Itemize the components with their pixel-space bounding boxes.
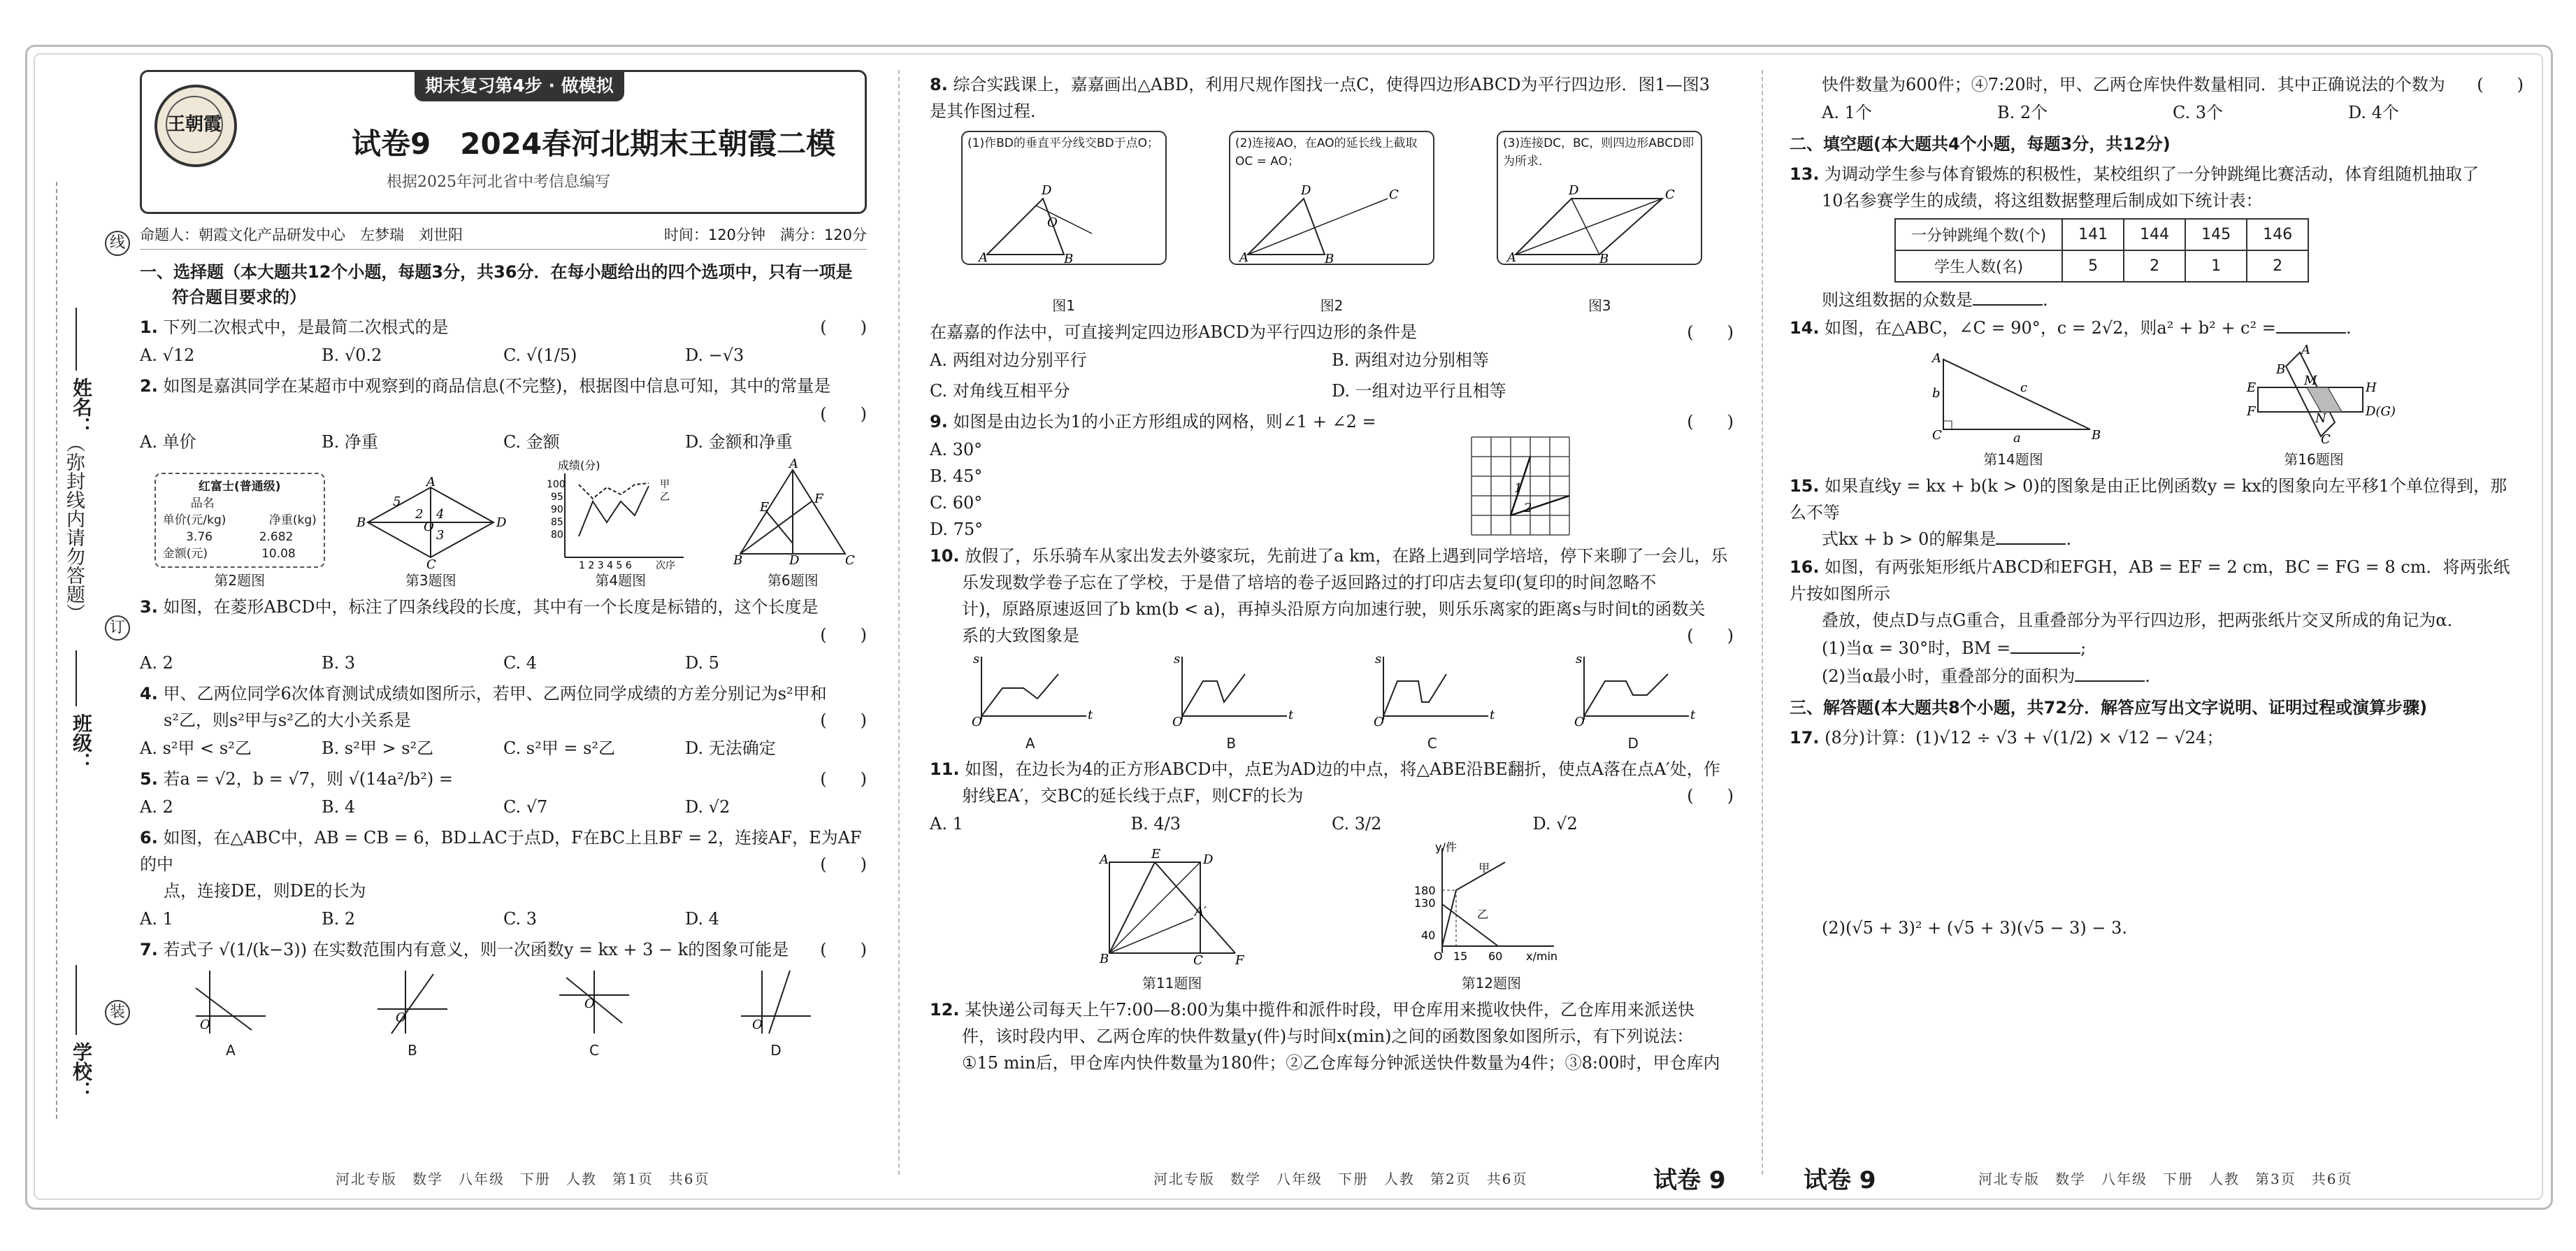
- svg-text:F: F: [814, 492, 823, 506]
- options-8a: A. 两组对边分别平行 B. 两组对边分别相等: [930, 350, 1489, 370]
- answer-paren[interactable]: ( ): [820, 710, 867, 730]
- svg-text:C: C: [1665, 187, 1676, 202]
- svg-text:B: B: [1099, 952, 1109, 966]
- q13-stats-table: [1894, 218, 2309, 283]
- options-12: A. 1个 B. 2个 C. 3个 D. 4个: [1822, 103, 2399, 122]
- page-3-column: [1790, 70, 2524, 943]
- svg-text:130: 130: [1414, 896, 1436, 910]
- paper-tag: 试卷 9: [1804, 1166, 1876, 1194]
- svg-text:A: A: [2301, 343, 2310, 357]
- school-field-line[interactable]: [75, 965, 77, 1035]
- svg-text:t: t: [1288, 708, 1294, 722]
- svg-text:100: 100: [546, 479, 566, 490]
- svg-text:C: C: [2321, 432, 2331, 447]
- svg-text:90: 90: [550, 504, 563, 515]
- answer-paren[interactable]: ( ): [1687, 412, 1734, 431]
- graph-10d: O t s D: [1574, 652, 1696, 752]
- answer-blank[interactable]: [2276, 332, 2346, 334]
- table-row: 学生人数(名) 5 2 1 2: [1895, 250, 2308, 282]
- question-16: 16. 如图，有两张矩形纸片ABCD和EFGH，AB = EF = 2 cm，BC = FG = 8 cm．将两张纸片按如图所示 叠放，使点D与点G重合，且重叠部分为平行四边形，把两张纸片交叉所成的角记为α．: [1790, 557, 2510, 630]
- page-1-column: [140, 70, 867, 1063]
- page-footer: 河北专版 数学 八年级 下册 人教 第3页 共6页: [1978, 1171, 2353, 1187]
- question-1: 1. 下列二次根式中，是最简二次根式的是 ( ): [140, 314, 867, 341]
- svg-text:B: B: [1599, 252, 1609, 266]
- q12-function-graph: [1414, 841, 1568, 967]
- triangle-diagram: [733, 457, 856, 568]
- seal-note: （弥封线内请勿答题）: [63, 434, 85, 622]
- svg-text:H: H: [2366, 380, 2377, 395]
- graph-option-a: O A: [189, 967, 273, 1059]
- fig-q16: B A E F H D(G) M N C 第16题图: [2247, 343, 2396, 468]
- figures-11-12: [930, 841, 1734, 992]
- svg-text:O: O: [1434, 950, 1443, 963]
- svg-text:B: B: [1063, 252, 1073, 266]
- svg-text:C: C: [1932, 428, 1942, 443]
- svg-text:D(G): D(G): [2366, 404, 2396, 419]
- svg-text:1: 1: [1514, 481, 1523, 496]
- svg-text:3: 3: [436, 528, 445, 543]
- exam-subnote: 根据2025年河北省中考信息编写: [387, 173, 610, 191]
- q12-continued: 快件数量为600件；④7:20时，甲、乙两仓库快件数量相同．其中正确说法的个数为 ( ): [1790, 71, 2524, 98]
- graph-option-c: O C: [552, 967, 636, 1059]
- svg-text:O: O: [1574, 715, 1585, 729]
- fig-q4: 成绩(分) 100 95 90 85 80 甲 乙 1 2 3 4 5 6 次序 第4题图: [537, 459, 705, 589]
- svg-text:乙: 乙: [659, 492, 670, 503]
- svg-text:A: A: [1507, 250, 1517, 265]
- options-5: A. 2 B. 4 C. √7 D. √2: [140, 797, 731, 817]
- answer-blank[interactable]: [1973, 304, 2043, 306]
- question-4: 4. 甲、乙两位同学6次体育测试成绩如图所示，若甲、乙两位同学成绩的方差分别记为s²甲和 s²乙，则s²甲与s²乙的大小关系是 ( ): [140, 680, 867, 734]
- svg-text:5: 5: [393, 494, 401, 509]
- svg-text:t: t: [1087, 708, 1093, 722]
- svg-text:成绩(分): 成绩(分): [557, 459, 600, 472]
- question-11: 11. 如图，在边长为4的正方形ABCD中，点E为AD边的中点，将△ABE沿BE翻折，使点A落在点A′处，作 射线EA′，交BC的延长线于点F，则CF的长为 ( ): [930, 756, 1734, 809]
- question-13: 13. 为调动学生参与体育锻炼的积极性，某校组织了一分钟跳绳比赛活动，体育组随机抽取了 10名参赛学生的成绩，将这组数据整理后制成如下统计表：: [1790, 164, 2480, 210]
- svg-text:A: A: [789, 457, 799, 471]
- section-2-heading: 二、填空题(本大题共4个小题，每题3分，共12分): [1790, 134, 2171, 154]
- svg-text:次序: 次序: [655, 560, 675, 571]
- logo-text: 王朝霞: [166, 96, 223, 153]
- svg-text:C: C: [1388, 187, 1399, 202]
- svg-text:E: E: [1151, 847, 1160, 862]
- question-10: 10. 放假了，乐乐骑车从家出发去外婆家玩，先前进了a km，在路上遇到同学培培，停下来聊了一会儿，乐 乐发现数学卷子忘在了学校，于是借了培培的卷子返回路过的打印店去复印(复印的时间忽略不 计)，原路原速返回了b km(b < a)，再掉头沿原方向加速行驶，则乐乐离家的距离s与时间t的函数关 系的大致图象是 ( ): [930, 543, 1734, 649]
- svg-text:t: t: [1489, 708, 1495, 722]
- svg-text:B: B: [2276, 362, 2286, 377]
- score-line-chart: [537, 459, 705, 571]
- question-6: 6. 如图，在△ABC中，AB = CB = 6，BD⊥AC于点D，F在BC上且BF = 2，连接AF，E为AF的中 点，连接DE，则DE的长为 ( ): [140, 828, 867, 901]
- options-7-graphs: [140, 967, 867, 1059]
- binding-line: [56, 182, 57, 1119]
- svg-text:D: D: [1569, 183, 1579, 198]
- question-15: 15. 如果直线y = kx + b(k > 0)的图象是由正比例函数y = kx的图象向左平移1个单位得到，那么不等 式kx + b > 0的解集是 .: [1790, 476, 2507, 549]
- svg-text:A: A: [1099, 852, 1109, 867]
- svg-text:A: A: [1932, 351, 1941, 366]
- grid-figure-q9: [1468, 434, 1573, 538]
- answer-space[interactable]: [1790, 752, 2524, 913]
- svg-text:2: 2: [415, 507, 424, 522]
- figures-14-16: [1790, 345, 2524, 469]
- options-10-graphs: [930, 653, 1734, 752]
- svg-text:M: M: [2304, 373, 2317, 388]
- svg-text:60: 60: [1488, 950, 1503, 963]
- svg-text:4: 4: [436, 507, 445, 522]
- question-9: 9. 如图是由边长为1的小正方形组成的网格，则∠1 + ∠2 = ( ): [930, 408, 1734, 435]
- exam-meta: [140, 224, 867, 250]
- svg-text:D: D: [1300, 183, 1311, 198]
- answer-paren[interactable]: ( ): [820, 940, 867, 959]
- exam-header: [140, 70, 867, 214]
- svg-text:85: 85: [550, 517, 563, 528]
- answer-blank[interactable]: [1996, 543, 2066, 545]
- options-11: A. 1 B. 4/3 C. 3/2 D. √2: [930, 814, 1578, 834]
- q8-ask: 在嘉嘉的作法中，可直接判定四边形ABCD为平行四边形的条件是 ( ): [930, 319, 1734, 345]
- svg-text:b: b: [1932, 386, 1941, 401]
- question-9-block: [930, 408, 1734, 541]
- options-8b: C. 对角线互相平分 D. 一组对边平行且相等: [930, 381, 1506, 401]
- answer-paren[interactable]: ( ): [820, 855, 867, 874]
- publisher-logo: [154, 85, 237, 167]
- svg-text:s: s: [1576, 652, 1583, 666]
- options-4: A. s²甲 < s²乙 B. s²甲 > s²乙 C. s²甲 = s²乙 D. 无法确定: [140, 738, 776, 758]
- answer-paren[interactable]: ( ): [1687, 786, 1734, 806]
- svg-text:2: 2: [1524, 501, 1532, 515]
- svg-text:180: 180: [1414, 884, 1436, 897]
- figure-row-q2-q6: [140, 459, 867, 589]
- svg-text:甲: 甲: [659, 479, 670, 490]
- svg-text:s: s: [1374, 652, 1381, 666]
- table-row: 一分钟跳绳个数(个) 141 144 145 146: [1895, 219, 2308, 250]
- svg-text:s: s: [1174, 652, 1181, 666]
- svg-text:O: O: [1373, 715, 1384, 729]
- options-1: A. √12 B. √0.2 C. √(1/5) D. −√3: [140, 345, 744, 365]
- fig-q3: A B C D 5 2 4 3 O 第3题图: [354, 480, 508, 589]
- answer-paren[interactable]: ( ): [1687, 322, 1734, 342]
- svg-text:A: A: [426, 475, 436, 489]
- options-9: A. 30° B. 45° C. 60° D. 75°: [930, 440, 984, 539]
- time-score: 时间：120分钟 满分：120分: [663, 227, 867, 243]
- answer-paren[interactable]: ( ): [1687, 626, 1734, 645]
- section-heading: 一、选择题（本大题共12个小题，每题3分，共36分．在每小题给出的四个选项中，只有一项是 符合题目要求的）: [140, 262, 853, 307]
- fig-q6: A B C D E F 第6题图: [733, 457, 856, 589]
- answer-paren[interactable]: ( ): [820, 625, 867, 645]
- svg-text:B: B: [733, 553, 743, 568]
- svg-text:B: B: [1324, 252, 1334, 266]
- svg-text:40: 40: [1421, 929, 1436, 942]
- svg-text:N: N: [2315, 411, 2326, 426]
- question-5: 5. 若a = √2，b = √7，则 √(14a²/b²) = ( ): [140, 766, 867, 792]
- page-footer: 河北专版 数学 八年级 下册 人教 第2页 共6页: [1153, 1171, 1528, 1187]
- svg-text:C: C: [426, 557, 437, 572]
- options-6: A. 1 B. 2 C. 3 D. 4: [140, 909, 719, 929]
- svg-text:O: O: [1046, 215, 1058, 230]
- svg-text:O: O: [1172, 715, 1183, 729]
- question-7: 7. 若式子 √(1/(k−3)) 在实数范围内有意义，则一次函数y = kx + 3 − k的图象可能是 ( ): [140, 936, 867, 963]
- graph-option-d: O D: [734, 967, 818, 1059]
- graph-option-b: O B: [370, 967, 454, 1059]
- graph-10c: O t s C: [1373, 652, 1495, 752]
- graph-10b: O t s B: [1172, 652, 1294, 752]
- fig-q2: 红富士(普通级) 品名 单价(元/kg) 净重(kg) 3.76 2.682 金额(元) 10.08 第2题图: [154, 473, 325, 589]
- svg-text:E: E: [2247, 380, 2257, 395]
- fig-q14: A C B b a c 第14题图: [1932, 351, 2101, 468]
- review-banner: 期末复习第4步 · 做模拟: [415, 71, 624, 101]
- page-footer: 河北专版 数学 八年级 下册 人教 第1页 共6页: [336, 1171, 710, 1187]
- svg-text:B: B: [357, 515, 366, 530]
- svg-text:O: O: [396, 1010, 406, 1025]
- q17-part2: (2)(√5 + 3)² + (√5 + 3)(√5 − 3) − 3.: [1822, 918, 2128, 938]
- binding-tag: 装: [105, 1000, 130, 1025]
- svg-text:15: 15: [1453, 950, 1468, 963]
- svg-text:D: D: [1041, 183, 1052, 198]
- q8-figure-3: (3)连接DC，BC，则四边形ABCD即为所求． A D B C 图3: [1495, 129, 1704, 315]
- q16-part1: (1)当α = 30°时，BM = ;: [1822, 638, 2087, 658]
- fig-q11: A E D B C F A′ 第11题图: [1099, 847, 1244, 992]
- answer-paren[interactable]: ( ): [820, 769, 867, 789]
- paper-tag: 试卷 9: [1653, 1166, 1726, 1194]
- answer-blank[interactable]: [2075, 680, 2145, 682]
- svg-text:O: O: [584, 996, 595, 1011]
- question-12: 12. 某快递公司每天上午7:00—8:00为集中揽件和派件时段，甲仓库用来揽收快件，乙仓库用来派送快 件，该时段内甲、乙两仓库的快件数量y(件)与时间x(min)之间的函数图象如图所示，有下列说法： ①15 min后，甲仓库内快件数量为180件；②乙仓库每分钟派送快件数量为4件；③8:00时，甲仓库内: [930, 1000, 1720, 1073]
- class-field-label: 班级：: [70, 713, 93, 772]
- name-field-line[interactable]: [75, 308, 77, 371]
- svg-text:O: O: [424, 520, 435, 534]
- svg-text:A′: A′: [1194, 904, 1207, 919]
- svg-text:E: E: [760, 500, 770, 515]
- svg-text:x/min: x/min: [1526, 950, 1558, 963]
- school-field-label: 学校：: [70, 1042, 93, 1101]
- svg-text:O: O: [971, 715, 982, 729]
- answer-paren[interactable]: ( ): [820, 404, 867, 424]
- svg-text:y/件: y/件: [1435, 841, 1458, 854]
- svg-text:C: C: [845, 553, 856, 568]
- svg-text:O: O: [200, 1017, 210, 1032]
- fig-q12: y/件 x/min 180 130 40 O 15 60 甲 乙 第12题图: [1414, 841, 1568, 992]
- svg-text:1 2 3 4 5 6: 1 2 3 4 5 6: [578, 560, 632, 571]
- svg-text:D: D: [1202, 852, 1214, 867]
- svg-text:D: D: [789, 553, 800, 568]
- answer-paren[interactable]: ( ): [820, 317, 867, 337]
- question-14: 14. 如图，在△ABC，∠C = 90°，c = 2√2，则a² + b² + c² = .: [1790, 318, 2352, 338]
- rhombus-diagram: [354, 475, 508, 572]
- question-8: 8. 综合实践课上，嘉嘉画出△ABD，利用尺规作图找一点C，使得四边形ABCD为平行四边形．图1—图3 是其作图过程．: [930, 75, 1711, 121]
- column-divider: [1762, 70, 1763, 1175]
- answer-blank[interactable]: [2010, 652, 2080, 654]
- svg-text:甲: 甲: [1478, 862, 1490, 875]
- q8-figure-2: (2)连接AO，在AO的延长线上截取OC = AO； A D B C 图2: [1227, 129, 1437, 315]
- question-3: 3. 如图，在菱形ABCD中，标注了四条线段的长度，其中有一个长度是标错的，这个长度是: [140, 597, 819, 617]
- svg-text:D: D: [496, 515, 507, 530]
- class-field-line[interactable]: [75, 650, 77, 706]
- graph-10a: O t s A: [971, 652, 1093, 752]
- svg-text:A: A: [978, 250, 988, 265]
- options-2: A. 单价 B. 净重 C. 金额 D. 金额和净重: [140, 432, 793, 452]
- binding-tag: 线: [105, 231, 130, 256]
- svg-text:乙: 乙: [1477, 908, 1489, 921]
- column-divider: [898, 70, 900, 1175]
- svg-text:O: O: [752, 1017, 763, 1032]
- answer-paren[interactable]: ( ): [2477, 75, 2524, 94]
- section-3-heading: 三、解答题(本大题共8个小题，共72分．解答应写出文字说明、证明过程或演算步骤): [1790, 698, 2428, 717]
- q8-construction-figures: [930, 129, 1734, 315]
- svg-text:C: C: [1193, 953, 1203, 968]
- svg-text:F: F: [2247, 404, 2256, 419]
- binding-tag: 订: [105, 615, 130, 641]
- question-17: 17. (8分)计算：(1)√12 ÷ √3 + √(1/2) × √12 − √24；: [1790, 728, 2224, 748]
- svg-text:F: F: [1235, 953, 1244, 968]
- svg-text:t: t: [1690, 708, 1696, 722]
- svg-text:a: a: [2013, 431, 2021, 445]
- q8-figure-1: (1)作BD的垂直平分线交BD于点O； A D B O 图1: [959, 129, 1169, 315]
- svg-text:A: A: [1239, 250, 1249, 265]
- svg-text:s: s: [972, 652, 979, 666]
- svg-text:95: 95: [550, 492, 563, 503]
- q16-part2: (2)当α最小时，重叠部分的面积为 .: [1822, 666, 2150, 686]
- authors: 命题人：朝霞文化产品研发中心 左梦瑞 刘世阳: [140, 227, 463, 243]
- q13-ask: 则这组数据的众数是 .: [1822, 290, 2048, 310]
- svg-text:c: c: [2020, 380, 2028, 395]
- name-field-label: 姓名：: [70, 378, 93, 436]
- page-2-column: [930, 70, 1734, 1078]
- svg-text:B: B: [2092, 428, 2101, 443]
- question-2: 2. 如图是嘉淇同学在某超市中观察到的商品信息(不完整)，根据图中信息可知，其中的常量是: [140, 376, 831, 396]
- options-3: A. 2 B. 3 C. 4 D. 5: [140, 653, 719, 673]
- svg-text:80: 80: [550, 529, 563, 541]
- exam-title: 试卷9 2024春河北期末王朝霞二模: [352, 127, 836, 161]
